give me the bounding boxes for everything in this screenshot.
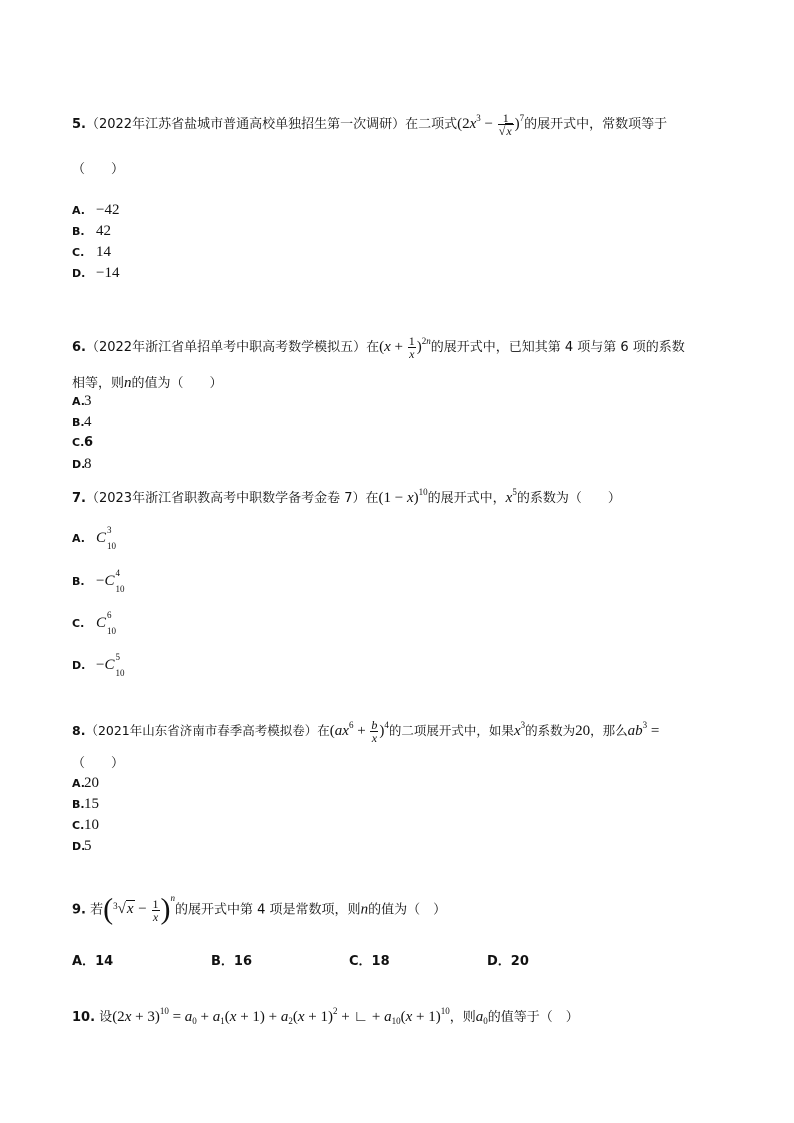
- q8-option-a[interactable]: A.20: [72, 775, 99, 791]
- question-number: 7.: [72, 491, 86, 506]
- q5-option-d[interactable]: D. −14: [72, 265, 120, 281]
- q5-option-b[interactable]: B. 42: [72, 223, 111, 239]
- q9-option-b[interactable]: B．16: [211, 954, 253, 969]
- question-number: 5.: [72, 116, 86, 132]
- q8-option-b[interactable]: B.15: [72, 796, 99, 812]
- question-7: [72, 488, 734, 509]
- question-number: 6.: [72, 339, 86, 355]
- binomial-expression: $(1 - x)^{10}$: [378, 487, 428, 506]
- q9-option-a[interactable]: A．14: [72, 954, 114, 969]
- q9-option-c[interactable]: C．18: [349, 954, 390, 969]
- q5-option-c[interactable]: C. 14: [72, 244, 111, 260]
- q7-option-a[interactable]: A. C 3 10: [72, 525, 116, 551]
- q7-option-b[interactable]: B. −C 4 10: [72, 568, 125, 594]
- question-10: [72, 1007, 734, 1028]
- binomial-expression: (x + $\frac{1}{x}$ )$^{2n}$: [379, 334, 431, 361]
- q7-option-c[interactable]: C. C 6 10: [72, 610, 116, 636]
- question-5-stem: 5.（2022年江苏省盐城市普通高校单独招生第一次调研）在二项式($2x^3$ − $\frac{1}{√x}$ )$^7$的展开式中，常数项等于: [72, 111, 668, 138]
- q5-option-a[interactable]: A. −42: [72, 202, 120, 218]
- question-7-stem: 7.（2023年浙江省职教高考中职数学备考金卷 7）在$(1 - x)^{10}$的展开式中，$x^5$的系数为（ ）: [72, 487, 621, 506]
- term-expression: $x^5$: [505, 487, 517, 506]
- q8-option-c[interactable]: C.10: [72, 817, 99, 833]
- question-6-line2: 相等，则n的值为（ ）: [72, 375, 223, 391]
- question-source: （2021年山东省济南市春季高考模拟卷）: [85, 722, 318, 738]
- question-9-stem: 9. 若($^3$√x − $\frac{1}{x}$ )$^n$的展开式中第 4 项是常数项，则n的值为（ ）: [72, 893, 447, 926]
- question-10-stem: 10. 设$(2x + 3)^{10} = a_0 + a_1(x + 1) + a_2(x + 1)^2$ + ∟ + $a_{10}(x + 1)^{10}$，则$a_0$的值等于（ ）: [72, 1006, 579, 1026]
- question-6: [72, 335, 734, 360]
- question-5: [72, 112, 734, 137]
- expansion-equation: $(2x + 3)^{10} = a_0 + a_1(x + 1) + a_2(x + 1)^2$ + ∟ + $a_{10}(x + 1)^{10}$: [112, 1006, 450, 1026]
- q7-option-d[interactable]: D. −C 5 10: [72, 652, 125, 678]
- question-number: 10.: [72, 1010, 96, 1025]
- question-number: 8.: [72, 722, 86, 738]
- binomial-expression: ($^3$√x − $\frac{1}{x}$ )$^n$: [103, 893, 176, 926]
- question-9: [72, 895, 734, 925]
- binomial-expression: ($2x^3$ − $\frac{1}{√x}$ )$^7$: [457, 111, 525, 138]
- question-source: （2022年江苏省盐城市普通高校单独招生第一次调研）: [85, 116, 406, 132]
- question-source: （2022年浙江省单招单考中职高考数学模拟五）: [85, 339, 367, 355]
- question-8-blank: （ ）: [72, 756, 125, 771]
- question-8: [72, 719, 734, 744]
- q6-option-c[interactable]: C.6: [72, 435, 94, 450]
- q6-option-b[interactable]: B.4: [72, 414, 92, 430]
- question-8-stem: 8.（2021年山东省济南市春季高考模拟卷）在($ax^6$ + $\frac{b}{x}$ )$^4$的二项展开式中，如果$x^3$的系数为20，那么$ab^3$ =: [72, 718, 660, 745]
- q6-option-d[interactable]: D.8: [72, 456, 92, 472]
- question-6-stem: 6.（2022年浙江省单招单考中职高考数学模拟五）在(x + $\frac{1}{x}$ )$^{2n}$的展开式中，已知其第 4 项与第 6 项的系数: [72, 334, 685, 361]
- question-source: （2023年浙江省职教高考中职数学备考金卷 7）: [85, 491, 366, 506]
- q9-option-d[interactable]: D．20: [487, 954, 529, 969]
- question-number: 9.: [72, 902, 86, 918]
- q6-option-a[interactable]: A.3: [72, 393, 92, 409]
- question-5-blank: （ ）: [72, 162, 125, 177]
- q8-option-d[interactable]: D.5: [72, 838, 92, 854]
- binomial-expression: ($ax^6$ + $\frac{b}{x}$ )$^4$: [329, 718, 389, 745]
